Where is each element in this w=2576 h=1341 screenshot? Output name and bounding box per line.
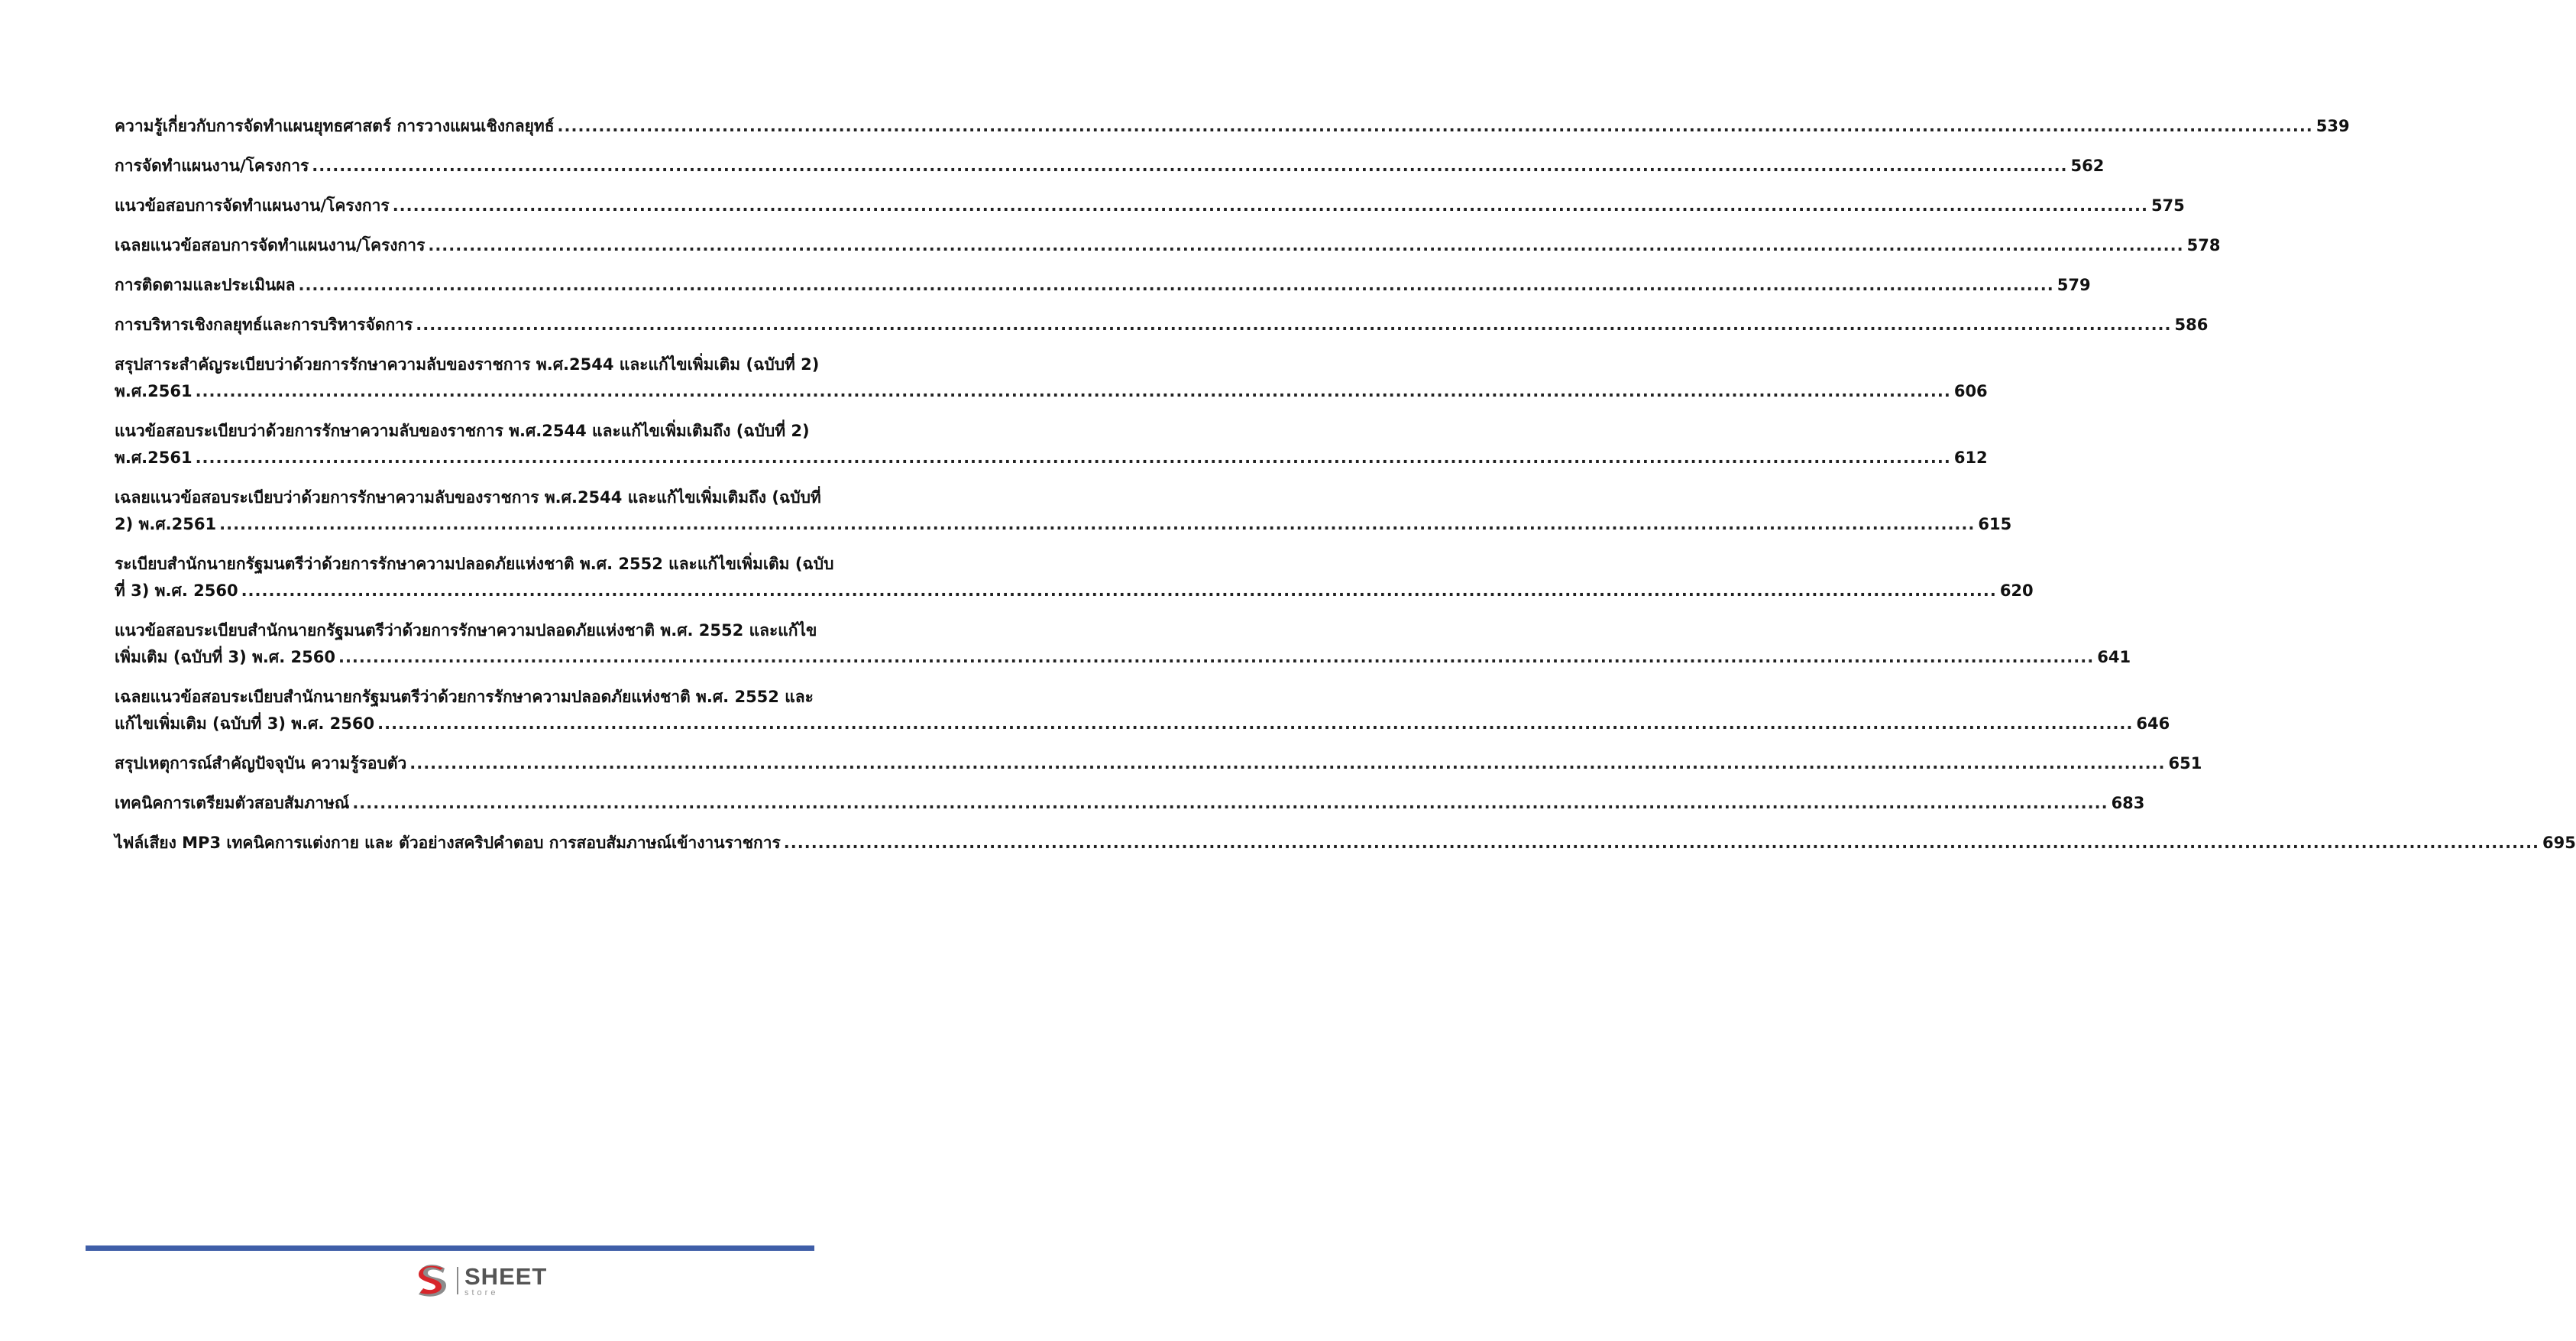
toc-leader-dots	[377, 711, 2133, 737]
toc-entry-title: ความรู้เกี่ยวกับการจัดทำแผนยุทธศาสตร์ การวางแผนเชิงกลยุทธ์	[115, 117, 555, 135]
toc-entry[interactable]	[115, 351, 1988, 405]
toc-entry[interactable]	[115, 113, 2350, 140]
table-of-contents	[115, 113, 2576, 870]
toc-leader-dots	[409, 750, 2165, 777]
toc-entry-title: เพิ่มเติม (ฉบับที่ 3) พ.ศ. 2560	[115, 648, 335, 666]
toc-leader-dots	[312, 153, 2067, 180]
toc-entry[interactable]	[115, 312, 2209, 338]
toc-entry[interactable]	[115, 153, 2105, 180]
toc-page-number: 683	[2111, 794, 2145, 812]
toc-entry[interactable]	[115, 484, 2012, 538]
toc-page-number: 612	[1953, 449, 1988, 467]
toc-page-number: 575	[2150, 196, 2185, 215]
toc-entry-title: พ.ศ.2561	[115, 449, 193, 467]
toc-entry-title-line: เฉลยแนวข้อสอบระเบียบสำนักนายกรัฐมนตรีว่าด้วยการรักษาความปลอดภัยแห่งชาติ พ.ศ. 2552 และ	[115, 688, 814, 706]
toc-entry-last-line	[115, 272, 2091, 299]
toc-entry-last-line	[115, 711, 2170, 737]
sheet-store-logo-icon	[413, 1262, 452, 1299]
toc-leader-dots	[428, 232, 2183, 259]
toc-entry-last-line	[115, 312, 2209, 338]
logo-separator	[457, 1267, 458, 1294]
toc-entry-last-line	[115, 193, 2185, 219]
toc-entry-title: พ.ศ.2561	[115, 382, 193, 400]
toc-entry[interactable]	[115, 790, 2145, 817]
toc-leader-dots	[393, 193, 2148, 219]
toc-entry-title: แก้ไขเพิ่มเติม (ฉบับที่ 3) พ.ศ. 2560	[115, 714, 375, 733]
logo-brand-sub: store	[464, 1288, 499, 1297]
toc-entry-title: การจัดทำแผนงาน/โครงการ	[115, 157, 309, 175]
toc-entry[interactable]	[115, 551, 2034, 604]
toc-entry-title: 2) พ.ศ.2561	[115, 515, 217, 533]
toc-entry[interactable]	[115, 830, 2576, 857]
toc-entry-title-line: เฉลยแนวข้อสอบระเบียบว่าด้วยการรักษาความลับของราชการ พ.ศ.2544 และแก้ไขเพิ่มเติมถึง (ฉบับที่	[115, 488, 821, 507]
toc-leader-dots	[196, 445, 1951, 471]
toc-entry-last-line	[115, 232, 2221, 259]
toc-page-number: 615	[1978, 515, 2012, 533]
toc-entry-title-line: แนวข้อสอบระเบียบว่าด้วยการรักษาความลับของราชการ พ.ศ.2544 และแก้ไขเพิ่มเติมถึง (ฉบับที่ 2)	[115, 422, 810, 440]
toc-leader-dots	[219, 511, 1975, 538]
toc-leader-dots	[416, 312, 2171, 338]
toc-leader-dots	[784, 830, 2539, 857]
toc-entry-title: การติดตามและประเมินผล	[115, 276, 296, 294]
toc-entry-title: ที่ 3) พ.ศ. 2560	[115, 581, 238, 600]
toc-page-number: 539	[2315, 117, 2350, 135]
toc-entry[interactable]	[115, 750, 2202, 777]
toc-entry-last-line	[115, 644, 2131, 671]
toc-page-number: 641	[2097, 648, 2131, 666]
toc-page-number: 586	[2174, 316, 2209, 334]
logo-wordmark	[464, 1262, 548, 1297]
footer-rule	[86, 1245, 814, 1251]
toc-page-number: 562	[2070, 157, 2105, 175]
toc-leader-dots	[558, 113, 2313, 140]
toc-entry[interactable]	[115, 232, 2221, 259]
toc-entry-last-line	[115, 378, 1988, 405]
toc-leader-dots	[298, 272, 2053, 299]
toc-entry-title: สรุปเหตุการณ์สำคัญปัจจุบัน ความรู้รอบตัว	[115, 754, 407, 773]
toc-entry-title: แนวข้อสอบการจัดทำแผนงาน/โครงการ	[115, 196, 390, 215]
toc-entry-last-line	[115, 790, 2145, 817]
toc-entry-title: เทคนิคการเตรียมตัวสอบสัมภาษณ์	[115, 794, 350, 812]
toc-page-number: 651	[2168, 754, 2202, 773]
toc-page-number: 579	[2057, 276, 2091, 294]
footer-logo	[413, 1262, 547, 1299]
logo-brand-main: SHEET	[464, 1262, 548, 1290]
toc-entry-title-line: สรุปสาระสำคัญระเบียบว่าด้วยการรักษาความลับของราชการ พ.ศ.2544 และแก้ไขเพิ่มเติม (ฉบับที่ 2)	[115, 355, 820, 374]
toc-page-number: 606	[1953, 382, 1988, 400]
toc-entry-title-line: แนวข้อสอบระเบียบสำนักนายกรัฐมนตรีว่าด้วยการรักษาความปลอดภัยแห่งชาติ พ.ศ. 2552 และแก้ไข	[115, 621, 817, 640]
toc-entry-last-line	[115, 750, 2202, 777]
toc-entry[interactable]	[115, 418, 1988, 471]
toc-leader-dots	[352, 790, 2108, 817]
toc-entry[interactable]	[115, 193, 2185, 219]
toc-entry[interactable]	[115, 617, 2131, 671]
toc-entry[interactable]	[115, 272, 2091, 299]
toc-entry-last-line	[115, 153, 2105, 180]
toc-entry[interactable]	[115, 684, 2170, 737]
toc-page-number: 578	[2186, 236, 2221, 254]
toc-page-number: 620	[1999, 581, 2034, 600]
toc-entry-title: ไฟล์เสียง MP3 เทคนิคการแต่งกาย และ ตัวอย่างสคริปคำตอบ การสอบสัมภาษณ์เข้างานราชการ	[115, 834, 781, 852]
toc-entry-title: การบริหารเชิงกลยุทธ์และการบริหารจัดการ	[115, 316, 413, 334]
toc-page-number: 695	[2542, 834, 2576, 852]
toc-page-number: 646	[2136, 714, 2170, 733]
toc-entry-title: เฉลยแนวข้อสอบการจัดทำแผนงาน/โครงการ	[115, 236, 426, 254]
toc-entry-title-line: ระเบียบสำนักนายกรัฐมนตรีว่าด้วยการรักษาความปลอดภัยแห่งชาติ พ.ศ. 2552 และแก้ไขเพิ่มเติม (ฉบับ	[115, 555, 834, 573]
toc-entry-last-line	[115, 113, 2350, 140]
toc-entry-last-line	[115, 511, 2012, 538]
toc-entry-last-line	[115, 578, 2034, 604]
toc-leader-dots	[338, 644, 2094, 671]
toc-entry-last-line	[115, 830, 2576, 857]
toc-leader-dots	[241, 578, 1997, 604]
toc-leader-dots	[196, 378, 1951, 405]
toc-entry-last-line	[115, 445, 1988, 471]
